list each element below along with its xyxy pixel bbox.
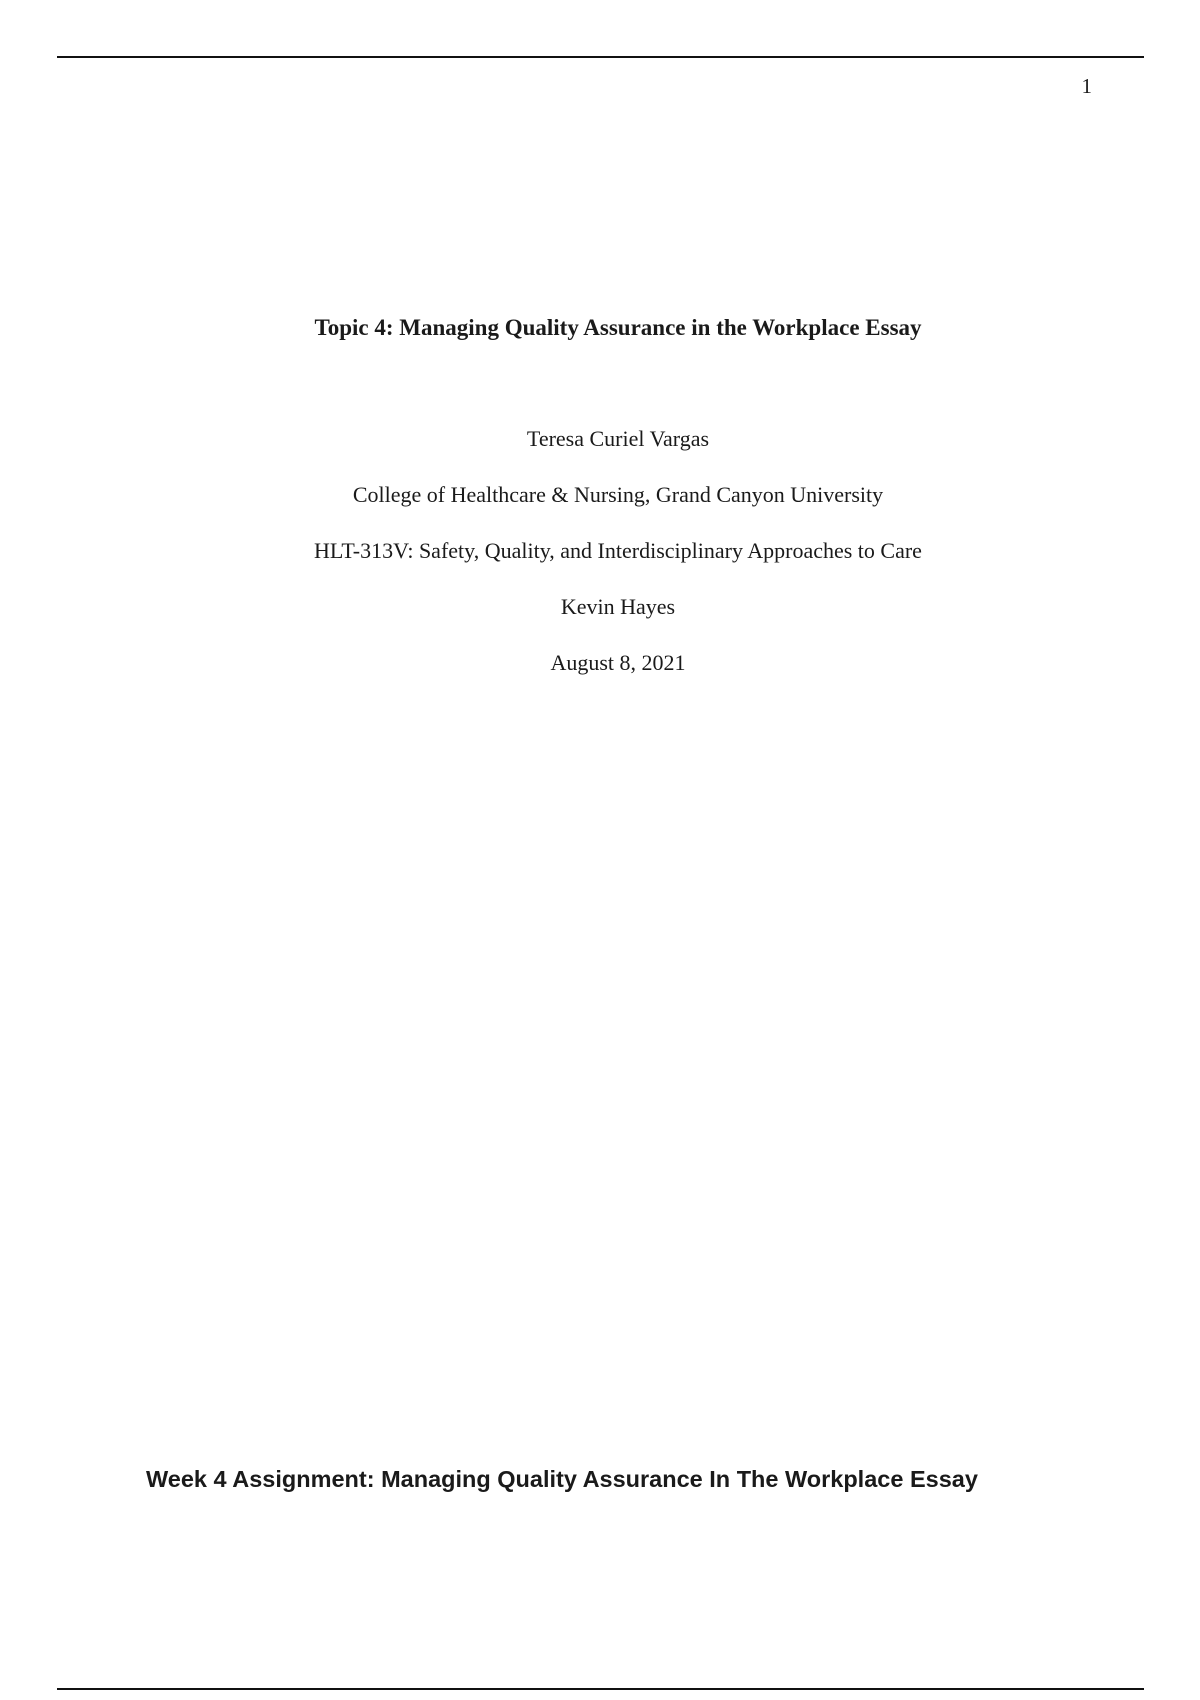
page-number: 1 xyxy=(1081,74,1092,98)
paper-title: Topic 4: Managing Quality Assurance in the Workplace Essay xyxy=(314,315,922,340)
author-name: Teresa Curiel Vargas xyxy=(526,426,710,451)
assignment-heading: Week 4 Assignment: Managing Quality Assurance In The Workplace Essay xyxy=(146,1466,978,1492)
footer-rule xyxy=(57,1688,1144,1690)
submission-date: August 8, 2021 xyxy=(550,650,686,675)
instructor-name: Kevin Hayes xyxy=(560,594,676,619)
title-page-details xyxy=(0,411,1200,691)
header-rule xyxy=(57,56,1144,58)
institution-name: College of Healthcare & Nursing, Grand Canyon University xyxy=(352,482,884,507)
title-block xyxy=(0,300,1200,356)
course-name: HLT-313V: Safety, Quality, and Interdisciplinary Approaches to Care xyxy=(314,538,922,563)
